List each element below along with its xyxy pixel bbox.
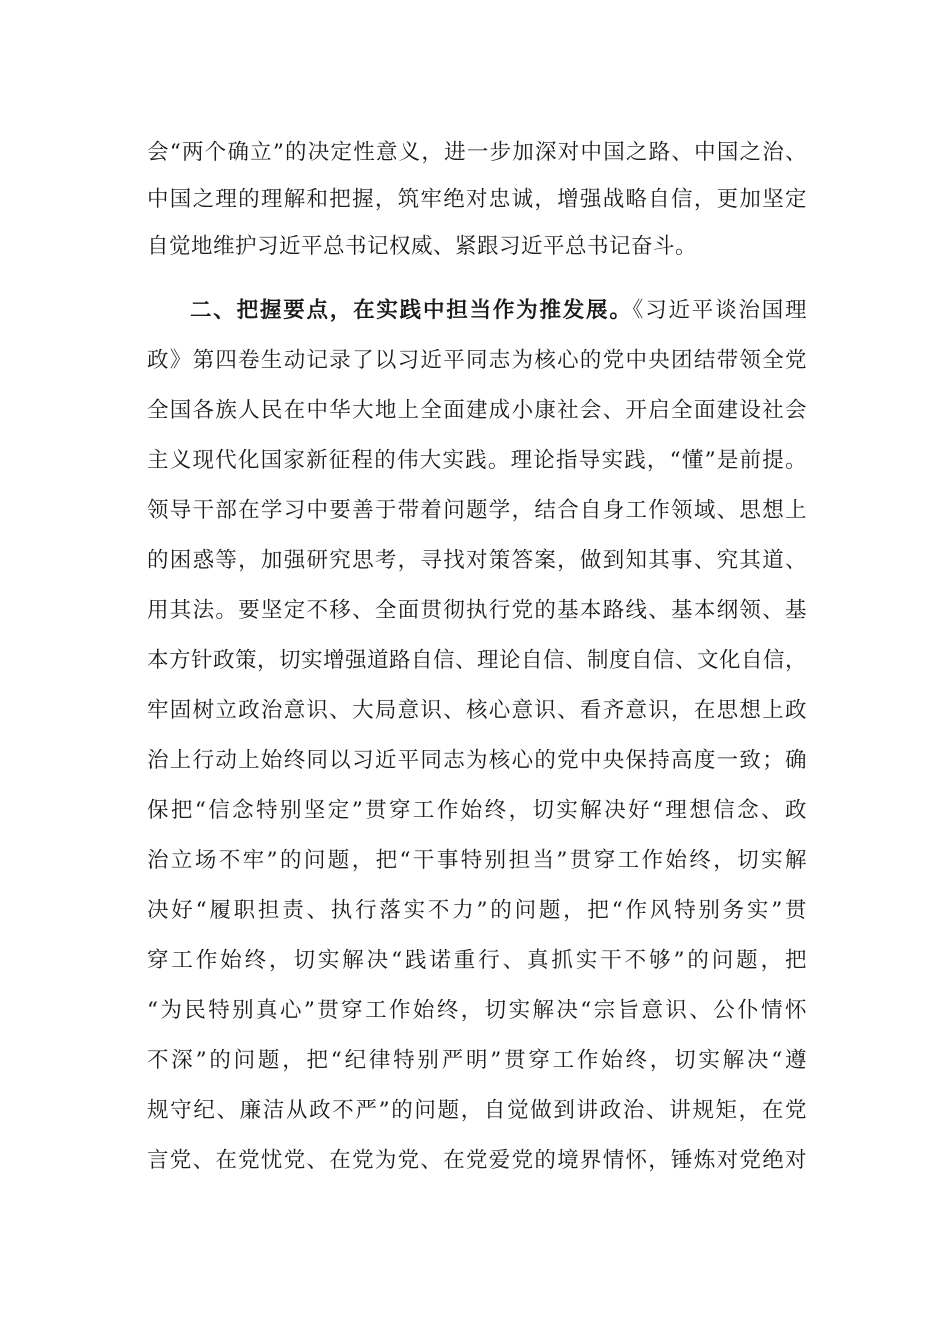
- paragraph-2-line-6: 的困惑等，加强研究思考，寻找对策答案，做到知其事、究其道、: [147, 548, 807, 573]
- paragraph-2-line-15: “为民特别真心”贯穿工作始终，切实解决“宗旨意识、公仆情怀: [147, 998, 807, 1023]
- paragraph-2-line-14: 穿工作始终，切实解决“践诺重行、真抓实干不够”的问题，把: [147, 948, 807, 973]
- paragraph-2-line-10: 治上行动上始终同以习近平同志为核心的党中央保持高度一致；确: [147, 748, 807, 773]
- paragraph-2-line-3: 全国各族人民在中华大地上全面建成小康社会、开启全面建设社会: [147, 398, 807, 423]
- paragraph-2-line-11: 保把“信念特别坚定”贯穿工作始终，切实解决好“理想信念、政: [147, 798, 807, 823]
- paragraph-1-line-3: 自觉地维护习近平总书记权威、紧跟习近平总书记奋斗。: [147, 234, 698, 259]
- paragraph-1-line-1: 会“两个确立”的决定性意义，进一步加深对中国之路、中国之治、: [147, 140, 807, 165]
- paragraph-2-line-9: 牢固树立政治意识、大局意识、核心意识、看齐意识，在思想上政: [147, 698, 807, 723]
- paragraph-1-line-2: 中国之理的理解和把握，筑牢绝对忠诚，增强战略自信，更加坚定: [147, 187, 807, 212]
- paragraph-2-line-7: 用其法。要坚定不移、全面贯彻执行党的基本路线、基本纲领、基: [147, 598, 807, 623]
- paragraph-2-line-2: 政》第四卷生动记录了以习近平同志为核心的党中央团结带领全党: [147, 348, 807, 373]
- paragraph-2-line-4: 主义现代化国家新征程的伟大实践。理论指导实践，“懂”是前提。: [147, 448, 807, 473]
- paragraph-2-line-12: 治立场不牢”的问题，把“干事特别担当”贯穿工作始终，切实解: [147, 848, 807, 873]
- paragraph-2-line-1-text: 《习近平谈治国理: [632, 298, 807, 323]
- section-heading: 二、把握要点，在实践中担当作为推发展。: [190, 298, 633, 323]
- paragraph-2-line-13: 决好“履职担责、执行落实不力”的问题，把“作风特别务实”贯: [147, 898, 807, 923]
- paragraph-2-line-16: 不深”的问题，把“纪律特别严明”贯穿工作始终，切实解决“遵: [147, 1048, 807, 1073]
- paragraph-2-line-18: 言党、在党忧党、在党为党、在党爱党的境界情怀，锤炼对党绝对: [147, 1148, 807, 1173]
- paragraph-2-line-8: 本方针政策，切实增强道路自信、理论自信、制度自信、文化自信，: [147, 648, 808, 673]
- paragraph-2-line-1: [190, 291, 807, 331]
- paragraph-2-line-17: 规守纪、廉洁从政不严”的问题，自觉做到讲政治、讲规矩，在党: [147, 1098, 807, 1123]
- paragraph-2-line-5: 领导干部在学习中要善于带着问题学，结合自身工作领域、思想上: [147, 498, 807, 523]
